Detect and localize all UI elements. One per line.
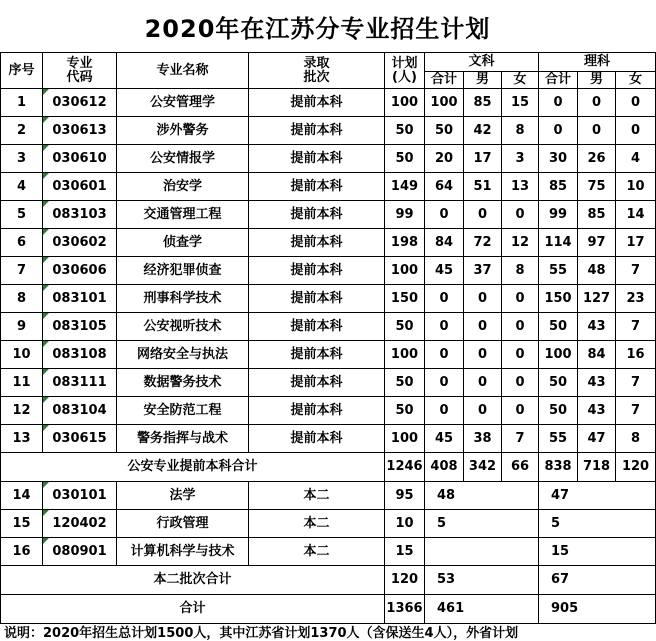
early-subtotal-wenke-total: 408 bbox=[425, 453, 464, 482]
row-like-male: 43 bbox=[578, 313, 616, 341]
row-batch: 提前本科 bbox=[249, 173, 385, 201]
table-row bbox=[1, 369, 656, 397]
row-like-female: 7 bbox=[616, 397, 656, 425]
early-subtotal-label: 公安专业提前本科合计 bbox=[1, 453, 385, 482]
row-like-male: 85 bbox=[578, 201, 616, 229]
table-row bbox=[1, 510, 656, 538]
row-seq: 3 bbox=[1, 145, 43, 173]
row-wenke-total: 0 bbox=[425, 369, 464, 397]
row-batch: 提前本科 bbox=[249, 369, 385, 397]
row-like-male: 43 bbox=[578, 369, 616, 397]
row-wenke-female: 3 bbox=[502, 145, 539, 173]
row-like-female: 23 bbox=[616, 285, 656, 313]
row-major-name: 公安情报学 bbox=[117, 145, 249, 173]
row-like-total: 47 bbox=[539, 482, 656, 510]
row-like-female: 16 bbox=[616, 341, 656, 369]
row-like-male: 43 bbox=[578, 397, 616, 425]
header-plan-line1: 计划 bbox=[391, 55, 418, 71]
grand-total-row bbox=[1, 595, 656, 624]
header-code bbox=[43, 53, 117, 89]
row-major-name: 经济犯罪侦查 bbox=[117, 257, 249, 285]
row-plan: 95 bbox=[385, 482, 425, 510]
row-like-male: 48 bbox=[578, 257, 616, 285]
row-wenke-female: 7 bbox=[502, 425, 539, 453]
row-wenke-female: 8 bbox=[502, 257, 539, 285]
b2-subtotal-like-total: 67 bbox=[539, 566, 656, 595]
row-seq: 7 bbox=[1, 257, 43, 285]
row-batch: 本二 bbox=[249, 510, 385, 538]
header-name: 专业名称 bbox=[117, 53, 249, 89]
row-like-total: 0 bbox=[539, 89, 578, 117]
row-wenke-male: 85 bbox=[464, 89, 502, 117]
table-row bbox=[1, 538, 656, 566]
row-wenke-female: 0 bbox=[502, 369, 539, 397]
row-seq: 12 bbox=[1, 397, 43, 425]
row-wenke-female: 0 bbox=[502, 313, 539, 341]
row-wenke-total: 100 bbox=[425, 89, 464, 117]
second-batch-rows bbox=[1, 482, 656, 566]
row-wenke-total: 0 bbox=[425, 313, 464, 341]
row-wenke-female: 8 bbox=[502, 117, 539, 145]
row-like-total: 15 bbox=[539, 538, 656, 566]
header-row-1 bbox=[1, 53, 656, 72]
row-seq: 4 bbox=[1, 173, 43, 201]
row-seq: 2 bbox=[1, 117, 43, 145]
row-seq: 15 bbox=[1, 510, 43, 538]
row-plan: 99 bbox=[385, 201, 425, 229]
row-seq: 1 bbox=[1, 89, 43, 117]
table-row bbox=[1, 117, 656, 145]
row-like-male: 26 bbox=[578, 145, 616, 173]
row-wenke-total: 20 bbox=[425, 145, 464, 173]
row-seq: 8 bbox=[1, 285, 43, 313]
header-like-male: 男 bbox=[578, 72, 616, 89]
row-major-name: 公安视听技术 bbox=[117, 313, 249, 341]
early-subtotal-like-total: 838 bbox=[539, 453, 578, 482]
table-row bbox=[1, 145, 656, 173]
grand-total-like-total: 905 bbox=[539, 595, 656, 624]
row-code: 080901 bbox=[43, 538, 117, 566]
row-wenke-female: 0 bbox=[502, 285, 539, 313]
table-row bbox=[1, 285, 656, 313]
row-batch: 提前本科 bbox=[249, 145, 385, 173]
row-wenke-total: 0 bbox=[425, 285, 464, 313]
row-wenke-total: 45 bbox=[425, 425, 464, 453]
row-wenke-male: 38 bbox=[464, 425, 502, 453]
enrollment-plan-table bbox=[0, 52, 656, 624]
row-like-male: 0 bbox=[578, 89, 616, 117]
row-wenke-female: 12 bbox=[502, 229, 539, 257]
row-major-name: 公安管理学 bbox=[117, 89, 249, 117]
row-like-male: 127 bbox=[578, 285, 616, 313]
header-code-line1: 专业 bbox=[66, 55, 93, 71]
header-wenke-total: 合计 bbox=[425, 72, 464, 89]
row-wenke-female: 0 bbox=[502, 397, 539, 425]
row-plan: 100 bbox=[385, 257, 425, 285]
row-batch: 本二 bbox=[249, 538, 385, 566]
early-batch-rows bbox=[1, 89, 656, 453]
footnote: 说明：2020年招生总计划1500人，其中江苏省计划1370人（含保送生4人），外省计划 bbox=[4, 626, 519, 641]
row-seq: 14 bbox=[1, 482, 43, 510]
row-like-total: 30 bbox=[539, 145, 578, 173]
row-like-male: 0 bbox=[578, 117, 616, 145]
row-wenke-male: 42 bbox=[464, 117, 502, 145]
row-like-female: 4 bbox=[616, 145, 656, 173]
table-row bbox=[1, 229, 656, 257]
row-major-name: 网络安全与执法 bbox=[117, 341, 249, 369]
table-row bbox=[1, 313, 656, 341]
table-row bbox=[1, 89, 656, 117]
row-seq: 9 bbox=[1, 313, 43, 341]
row-plan: 198 bbox=[385, 229, 425, 257]
header-like-total: 合计 bbox=[539, 72, 578, 89]
early-subtotal-plan: 1246 bbox=[385, 453, 425, 482]
row-batch: 提前本科 bbox=[249, 89, 385, 117]
header-plan-line2: (人) bbox=[392, 69, 417, 85]
grand-total-label: 合计 bbox=[1, 595, 385, 624]
row-wenke-total: 0 bbox=[425, 341, 464, 369]
row-like-female: 10 bbox=[616, 173, 656, 201]
row-seq: 10 bbox=[1, 341, 43, 369]
header-wenke-male: 男 bbox=[464, 72, 502, 89]
header-batch-line1: 录取 bbox=[303, 55, 330, 71]
row-wenke-total: 0 bbox=[425, 201, 464, 229]
row-like-male: 97 bbox=[578, 229, 616, 257]
row-plan: 50 bbox=[385, 117, 425, 145]
row-major-name: 侦查学 bbox=[117, 229, 249, 257]
row-like-male: 47 bbox=[578, 425, 616, 453]
row-code: 030613 bbox=[43, 117, 117, 145]
row-like-total: 50 bbox=[539, 397, 578, 425]
row-like-female: 7 bbox=[616, 313, 656, 341]
header-like-female: 女 bbox=[616, 72, 656, 89]
row-major-name: 警务指挥与战术 bbox=[117, 425, 249, 453]
table-row bbox=[1, 425, 656, 453]
row-like-total: 50 bbox=[539, 313, 578, 341]
row-plan: 100 bbox=[385, 341, 425, 369]
header-seq: 序号 bbox=[1, 53, 43, 89]
row-seq: 13 bbox=[1, 425, 43, 453]
row-wenke-male: 72 bbox=[464, 229, 502, 257]
row-plan: 50 bbox=[385, 145, 425, 173]
row-code: 083111 bbox=[43, 369, 117, 397]
row-batch: 提前本科 bbox=[249, 341, 385, 369]
row-wenke-total: 64 bbox=[425, 173, 464, 201]
row-plan: 50 bbox=[385, 397, 425, 425]
row-like-total: 85 bbox=[539, 173, 578, 201]
row-code: 083104 bbox=[43, 397, 117, 425]
row-plan: 15 bbox=[385, 538, 425, 566]
row-code: 030615 bbox=[43, 425, 117, 453]
row-wenke-total bbox=[425, 538, 539, 566]
row-like-total: 114 bbox=[539, 229, 578, 257]
row-wenke-total: 0 bbox=[425, 397, 464, 425]
totals-section bbox=[1, 566, 656, 624]
early-subtotal-row bbox=[1, 453, 656, 482]
row-wenke-male: 0 bbox=[464, 341, 502, 369]
table-row bbox=[1, 257, 656, 285]
row-major-name: 计算机科学与技术 bbox=[117, 538, 249, 566]
row-major-name: 安全防范工程 bbox=[117, 397, 249, 425]
grand-total-plan: 1366 bbox=[385, 595, 425, 624]
row-code: 120402 bbox=[43, 510, 117, 538]
header-like: 理科 bbox=[539, 53, 656, 72]
row-like-total: 99 bbox=[539, 201, 578, 229]
row-wenke-female: 0 bbox=[502, 341, 539, 369]
row-code: 030101 bbox=[43, 482, 117, 510]
row-major-name: 涉外警务 bbox=[117, 117, 249, 145]
header-code-line2: 代码 bbox=[66, 69, 93, 85]
row-wenke-male: 0 bbox=[464, 397, 502, 425]
row-like-total: 55 bbox=[539, 425, 578, 453]
row-like-female: 14 bbox=[616, 201, 656, 229]
row-like-total: 150 bbox=[539, 285, 578, 313]
row-wenke-female: 0 bbox=[502, 201, 539, 229]
row-like-female: 0 bbox=[616, 117, 656, 145]
page-title: 2020年在江苏分专业招生计划 bbox=[144, 14, 491, 43]
row-batch: 提前本科 bbox=[249, 285, 385, 313]
row-batch: 提前本科 bbox=[249, 257, 385, 285]
row-wenke-total: 5 bbox=[425, 510, 539, 538]
row-like-female: 7 bbox=[616, 257, 656, 285]
row-code: 083105 bbox=[43, 313, 117, 341]
b2-subtotal-label: 本二批次合计 bbox=[1, 566, 385, 595]
row-batch: 提前本科 bbox=[249, 313, 385, 341]
row-seq: 16 bbox=[1, 538, 43, 566]
row-batch: 提前本科 bbox=[249, 201, 385, 229]
row-seq: 11 bbox=[1, 369, 43, 397]
b2-subtotal-row bbox=[1, 566, 656, 595]
row-wenke-male: 0 bbox=[464, 369, 502, 397]
row-code: 083101 bbox=[43, 285, 117, 313]
table-row bbox=[1, 201, 656, 229]
early-subtotal-wenke-female: 66 bbox=[502, 453, 539, 482]
row-like-total: 50 bbox=[539, 369, 578, 397]
row-like-female: 7 bbox=[616, 369, 656, 397]
header-batch bbox=[249, 53, 385, 89]
row-seq: 6 bbox=[1, 229, 43, 257]
row-like-female: 8 bbox=[616, 425, 656, 453]
row-like-male: 84 bbox=[578, 341, 616, 369]
row-plan: 50 bbox=[385, 369, 425, 397]
row-plan: 149 bbox=[385, 173, 425, 201]
row-wenke-male: 37 bbox=[464, 257, 502, 285]
table-row bbox=[1, 397, 656, 425]
row-code: 083103 bbox=[43, 201, 117, 229]
row-like-female: 17 bbox=[616, 229, 656, 257]
row-major-name: 治安学 bbox=[117, 173, 249, 201]
grand-total-wenke-total: 461 bbox=[425, 595, 539, 624]
row-plan: 10 bbox=[385, 510, 425, 538]
row-major-name: 数据警务技术 bbox=[117, 369, 249, 397]
row-like-total: 0 bbox=[539, 117, 578, 145]
row-wenke-male: 0 bbox=[464, 201, 502, 229]
row-wenke-male: 0 bbox=[464, 285, 502, 313]
row-plan: 100 bbox=[385, 425, 425, 453]
row-like-total: 55 bbox=[539, 257, 578, 285]
header-batch-line2: 批次 bbox=[303, 69, 330, 85]
row-wenke-female: 15 bbox=[502, 89, 539, 117]
row-major-name: 交通管理工程 bbox=[117, 201, 249, 229]
table-row bbox=[1, 341, 656, 369]
row-code: 083108 bbox=[43, 341, 117, 369]
row-plan: 150 bbox=[385, 285, 425, 313]
early-subtotal-section bbox=[1, 453, 656, 482]
row-batch: 提前本科 bbox=[249, 229, 385, 257]
row-like-male: 75 bbox=[578, 173, 616, 201]
row-wenke-total: 48 bbox=[425, 482, 539, 510]
early-subtotal-like-female: 120 bbox=[616, 453, 656, 482]
row-major-name: 法学 bbox=[117, 482, 249, 510]
row-like-total: 100 bbox=[539, 341, 578, 369]
row-code: 030602 bbox=[43, 229, 117, 257]
table-row bbox=[1, 173, 656, 201]
row-like-female: 0 bbox=[616, 89, 656, 117]
row-wenke-female: 13 bbox=[502, 173, 539, 201]
row-code: 030601 bbox=[43, 173, 117, 201]
row-batch: 提前本科 bbox=[249, 425, 385, 453]
header-wenke: 文科 bbox=[425, 53, 539, 72]
b2-subtotal-wenke-total: 53 bbox=[425, 566, 539, 595]
row-code: 030612 bbox=[43, 89, 117, 117]
row-major-name: 刑事科学技术 bbox=[117, 285, 249, 313]
row-code: 030610 bbox=[43, 145, 117, 173]
row-wenke-total: 45 bbox=[425, 257, 464, 285]
row-wenke-male: 17 bbox=[464, 145, 502, 173]
table-row bbox=[1, 482, 656, 510]
row-plan: 100 bbox=[385, 89, 425, 117]
row-batch: 本二 bbox=[249, 482, 385, 510]
row-wenke-total: 50 bbox=[425, 117, 464, 145]
row-seq: 5 bbox=[1, 201, 43, 229]
early-subtotal-like-male: 718 bbox=[578, 453, 616, 482]
row-batch: 提前本科 bbox=[249, 117, 385, 145]
row-wenke-male: 51 bbox=[464, 173, 502, 201]
row-batch: 提前本科 bbox=[249, 397, 385, 425]
early-subtotal-wenke-male: 342 bbox=[464, 453, 502, 482]
header-wenke-female: 女 bbox=[502, 72, 539, 89]
row-wenke-male: 0 bbox=[464, 313, 502, 341]
row-code: 030606 bbox=[43, 257, 117, 285]
b2-subtotal-plan: 120 bbox=[385, 566, 425, 595]
row-plan: 50 bbox=[385, 313, 425, 341]
row-like-total: 5 bbox=[539, 510, 656, 538]
row-major-name: 行政管理 bbox=[117, 510, 249, 538]
header-plan bbox=[385, 53, 425, 89]
row-wenke-total: 84 bbox=[425, 229, 464, 257]
